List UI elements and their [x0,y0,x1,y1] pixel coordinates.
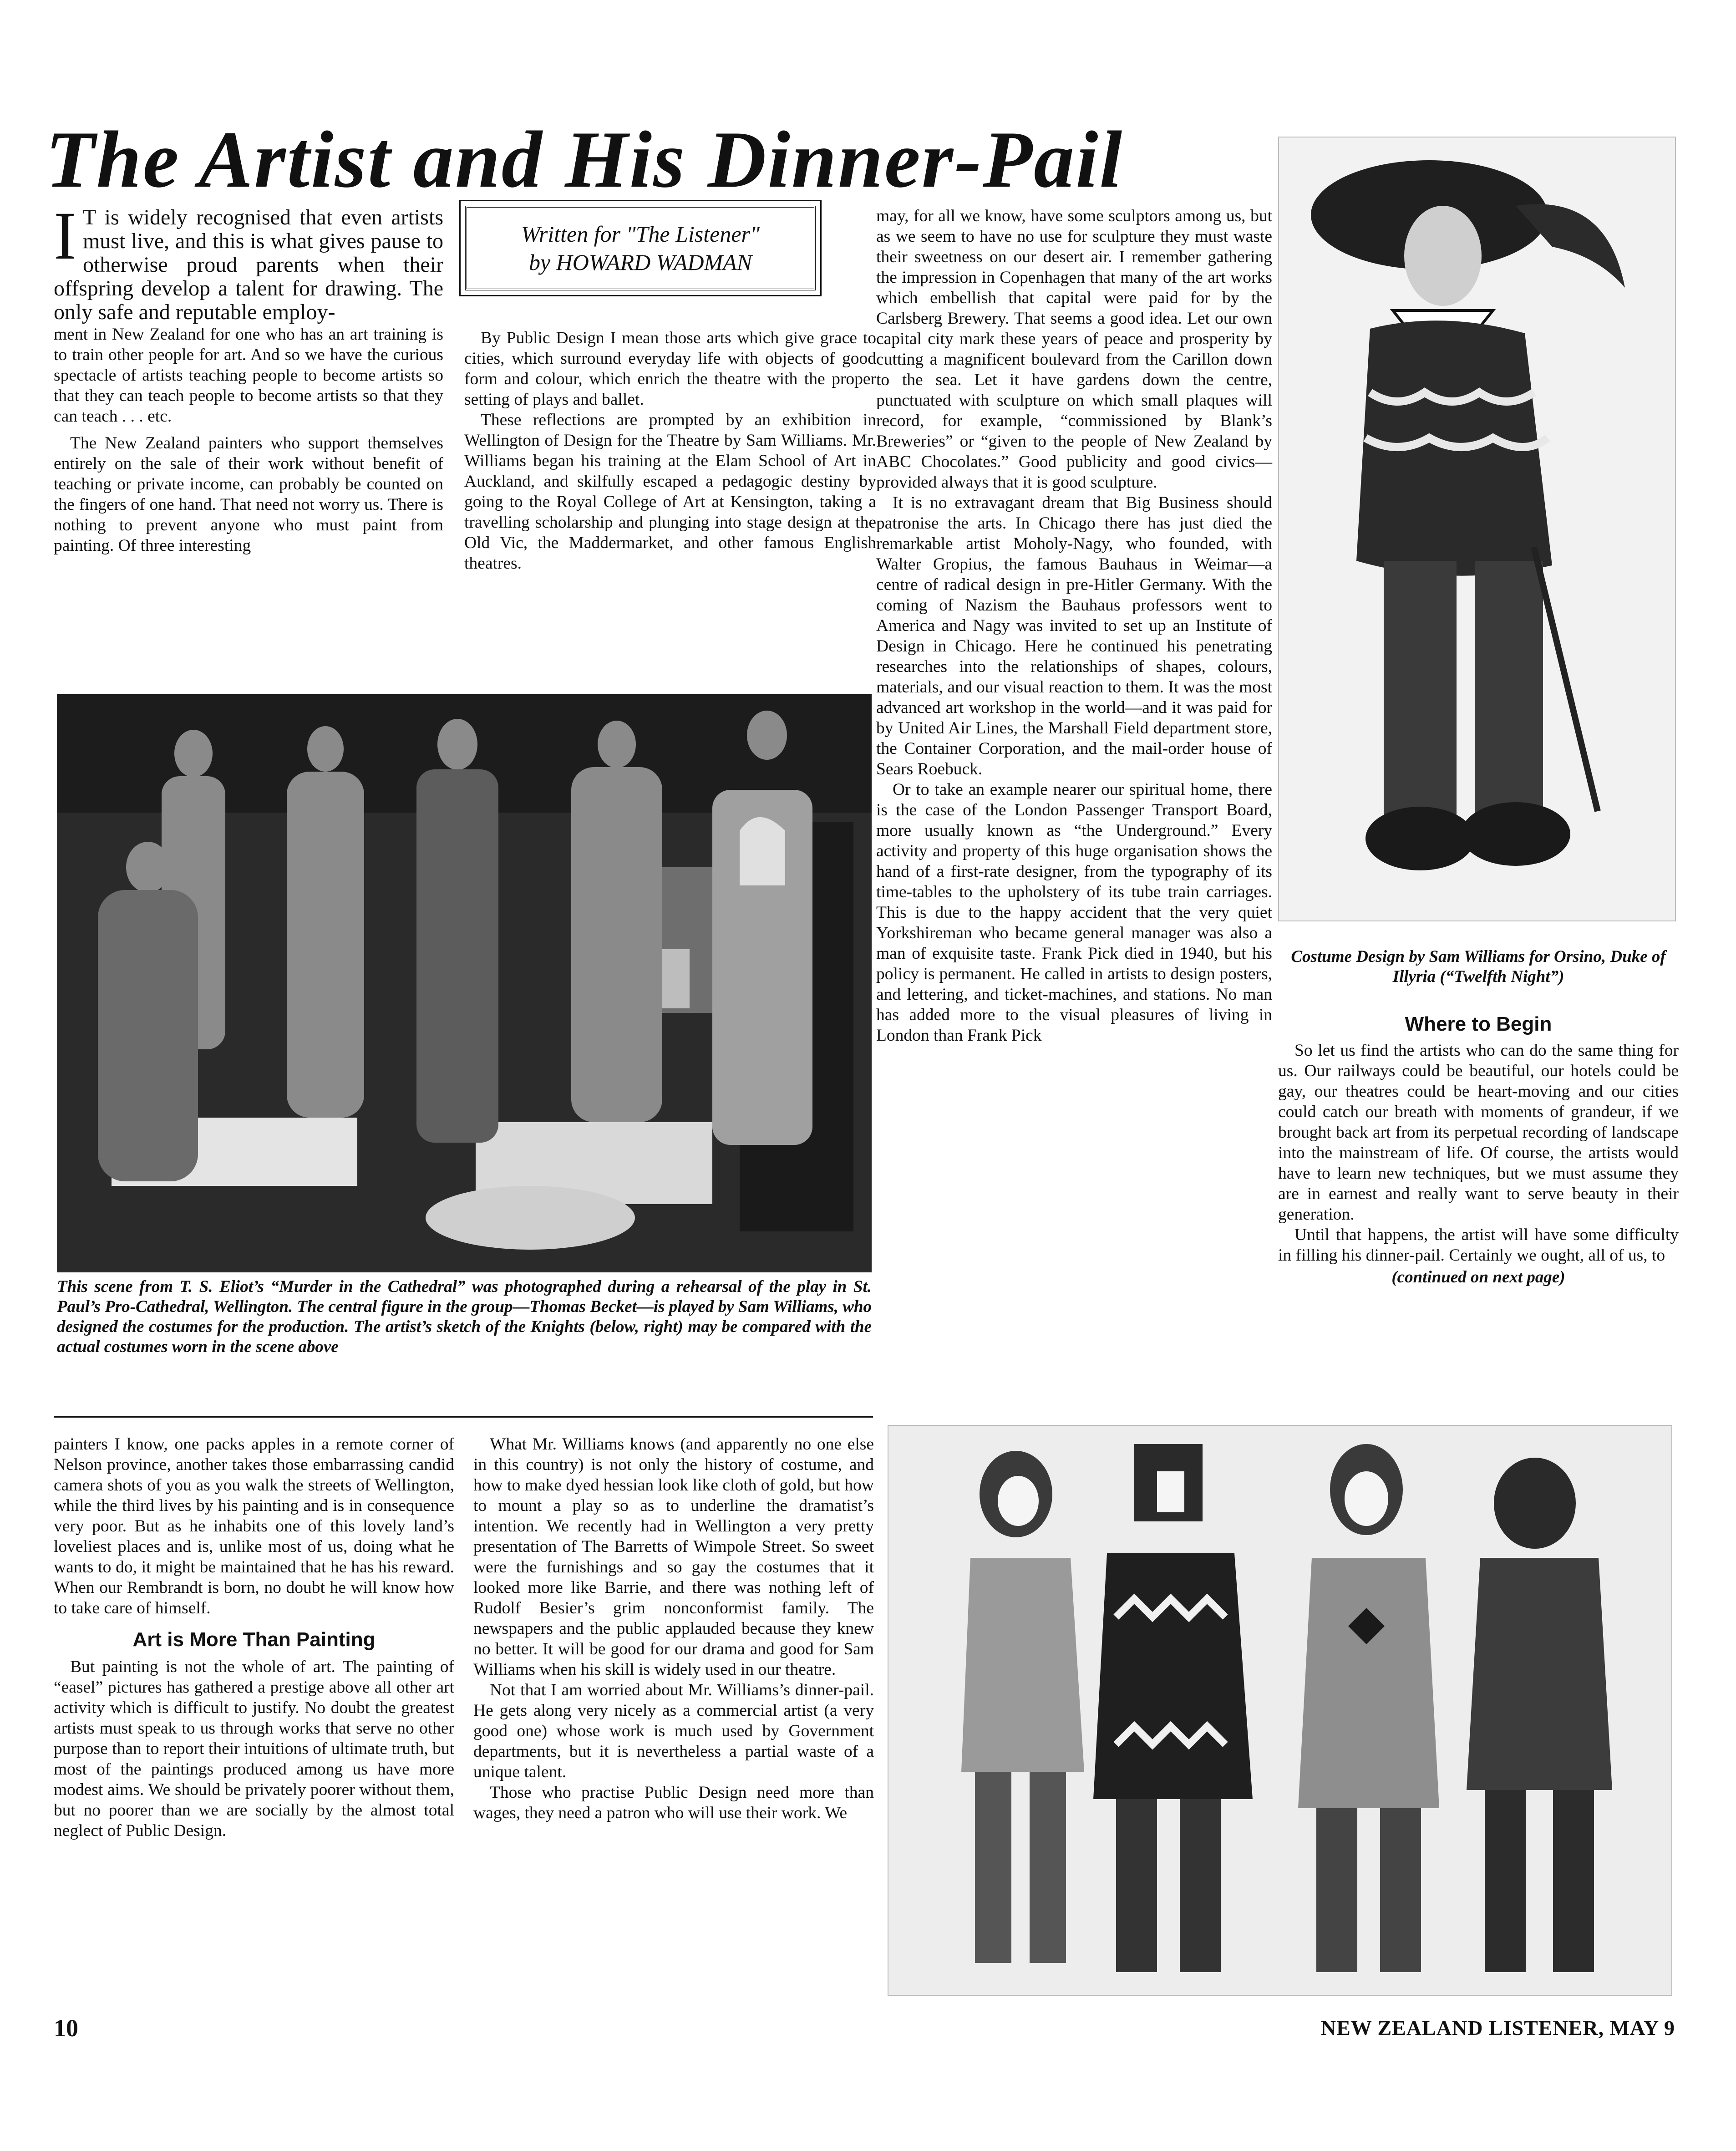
column-4-text [1278,1040,1679,1266]
knights-costume-sketch [888,1425,1672,1996]
page-number: 10 [54,2014,78,2042]
column-3 [876,206,1272,1408]
cathedral-scene-photo [57,694,872,1272]
drop-cap: I [54,198,76,274]
knights-figures-illustration [888,1426,1671,1995]
column-1 [54,198,443,688]
costume-caption: Costume Design by Sam Williams for Orsino, Duke of Illyria (“Twelfth Night”) [1291,947,1666,986]
col2-paragraph-2: These reflections are prompted by an exhibition in Wellington of Design for the Theatre by Sam Williams. Mr. Williams began his training at the Elam School of Art in Auckland, and skilfully escaped a pedagogic destiny by going to the Royal College of Art at Kensington, taking a travelling scholarship and plunging into stage design at the Old Vic, the Maddermarket, and other famous English theatres. [464,411,876,573]
lower-column-2 [473,1434,874,2008]
photo-figures-illustration [57,694,872,1272]
col2-paragraph-1: By Public Design I mean those arts which give grace to cities, which surround everyday life with objects of good form and colour, which enrich the theatre with the proper setting of plays and ballet. [464,329,876,409]
where-to-begin-heading: Where to Begin [1405,1013,1552,1035]
orsino-figure-illustration [1279,137,1675,920]
byline-line2: by HOWARD WADMAN [528,249,752,275]
col4-paragraph-1: So let us find the artists who can do the same thing for us. Our railways could be beautiful, our hotels could be gay, our theatres could be heart-moving and our cities could catch our breath with moments of grandeur, if we brought back art from its perpetual recording of landscape into the mainstream of life. Of course, the artists would have to learn new techniques, but we must assume they are in earnest and really want to serve beauty in their generation. [1278,1041,1679,1224]
byline-line1: Written for "The Listener" [521,221,760,247]
column-4 [1278,1013,1679,1409]
continued-note: (continued on next page) [1391,1268,1565,1287]
col3-paragraph-1: may, for all we know, have some sculptors among us, but as we seem to have no use for sculpture they must waste their sweetness on our desert air. I remember gathering the impression in Copenhagen that many of the art works which embellish that capital were paid for by the Carlsberg Brewery. That seems a good idea. Let our own capital city mark these years of peace and prosperity by cutting a magnificent boulevard from the Carillon down to the sea. Let it have gardens down the centre, punctuated with sculpture on which small plaques will record, for example, “commissioned by Blank’s Breweries” or “given to the people of New Zealand by ABC Chocolates.” Good publicity and good civics—provided always that it is good sculpture. [876,207,1272,492]
section-divider [54,1416,873,1418]
magazine-footer: NEW ZEALAND LISTENER, MAY 9 [1320,2016,1675,2039]
art-is-more-than-painting-heading: Art is More Than Painting [132,1628,376,1651]
col1-paragraph-2: The New Zealand painters who support themselves entirely on the sale of their work without benefit of teaching or private income, can probably be counted on the fingers of one hand. That need not worry us. There is nothing to prevent anyone who must paint from painting. Of three interesting [54,434,443,555]
lead-paragraph [54,198,443,324]
lower-col1-paragraph-2: But painting is not the whole of art. The painting of “easel” pictures has gathered a prestige above all other art activity which is difficult to justify. No doubt the greatest artists must speak to us through works that serve no other purpose than to report their intuitions of ultimate truth, but most of the paintings produced among us have more modest aims. We should be privately poorer without them, but no poorer than we are socially by the almost total neglect of Public Design. [54,1658,454,1840]
lower-col1-paragraph-1: painters I know, one packs apples in a remote corner of Nelson province, another takes those embarrassing candid camera shots of you as you walk the streets of Wellington, while the third lives by his painting and is in consequence very poor. But as he inhabits one of this lovely land’s loveliest places and is, unlike most of us, doing what he wants to do, it might be maintained that he has his reward. When our Rembrandt is born, no doubt he will know how to take care of himself. [54,1435,454,1617]
lead-text: T is widely recognised that even artists must live, and this is what gives pause to otherwise proud parents when their offspring develop a talent for drawing. The only safe and reputable employ- [54,205,443,324]
column-2 [464,328,876,687]
col3-paragraph-2: It is no extravagant dream that Big Business should patronise the arts. In Chicago there has just died the remarkable artist Moholy-Nagy, who founded, with Walter Gropius, the famous Bauhaus in Weimar—a centre of radical design in pre-Hitler Germany. With the coming of Nazism the Bauhaus professors went to America and Nagy was invited to set up an Institute of Design in Chicago. Here he continued his penetrating researches into the relationships of shapes, colours, materials, and our visual reaction to them. It was the most advanced art workshop in the world—and it was paid for by United Air Lines, the Marshall Field department store, the Container Corporation, and the mail-order house of Sears Roebuck. [876,493,1272,778]
col3-paragraph-3: Or to take an example nearer our spiritual home, there is the case of the London Passenger Transport Board, more usually known as “the Underground.” Every activity and property of this huge organisation shows the hand of a first-rate designer, from the typography of its time-tables to the upholstery of its tube train carriages. This is due to the happy accident that the very quiet Yorkshireman who became general manager was also a man of exquisite taste. Frank Pick died in 1940, but his policy is permanent. He called in artists to design posters, and lettering, and ticket-machines, and stations. No man has added more to the visual pleasures of living in London than Frank Pick [876,780,1272,1045]
photo-caption: This scene from T. S. Eliot’s “Murder in the Cathedral” was photographed during a rehearsal of the play in St. Paul’s Pro-Cathedral, Wellington. The central figure in the group—Thomas Becket—is played by Sam Williams, who designed the costumes for the production. The artist’s sketch of the Knights (below, right) may be compared with the actual costumes worn in the scene above [57,1277,872,1356]
byline-box [465,206,816,290]
orsino-costume-sketch [1278,137,1676,921]
lower-column-1 [54,1434,454,2008]
lower-col2-paragraph-1: What Mr. Williams knows (and apparently no one else in this country) is not only the history of costume, and how to make dyed hessian look like cloth of gold, but how to mount a play so as to underline the dramatist’s intention. We recently had in Wellington a very pretty presentation of The Barretts of Wimpole Street. So sweet were the furnishings and so gay the costumes that it looked more like Barrie, and there was nothing left of Rudolf Besier’s grim nonconformist family. The newspapers and the public applauded because they knew no better. It will be good for our drama and good for Sam Williams when his skill is widely used in our theatre. [473,1435,874,1679]
col1-paragraph-1: ment in New Zealand for one who has an art training is to train other people for art. And so we have the curious spectacle of artists teaching people to become artists so that they can teach people to become artists so that they can teach . . . etc. [54,325,443,426]
lower-col2-paragraph-3: Those who practise Public Design need more than wages, they need a patron who will use their work. We [473,1783,874,1822]
col4-paragraph-2: Until that happens, the artist will have some difficulty in filling his dinner-pail. Certainly we ought, all of us, to [1278,1226,1679,1265]
lower-col2-paragraph-2: Not that I am worried about Mr. Williams’s dinner-pail. He gets along very nicely as a commercial artist (a very good one) whose work is much used by Government departments, but it is nevertheless a partial waste of a unique talent. [473,1681,874,1781]
article-title: The Artist and His Dinner-Pail [46,114,1124,204]
